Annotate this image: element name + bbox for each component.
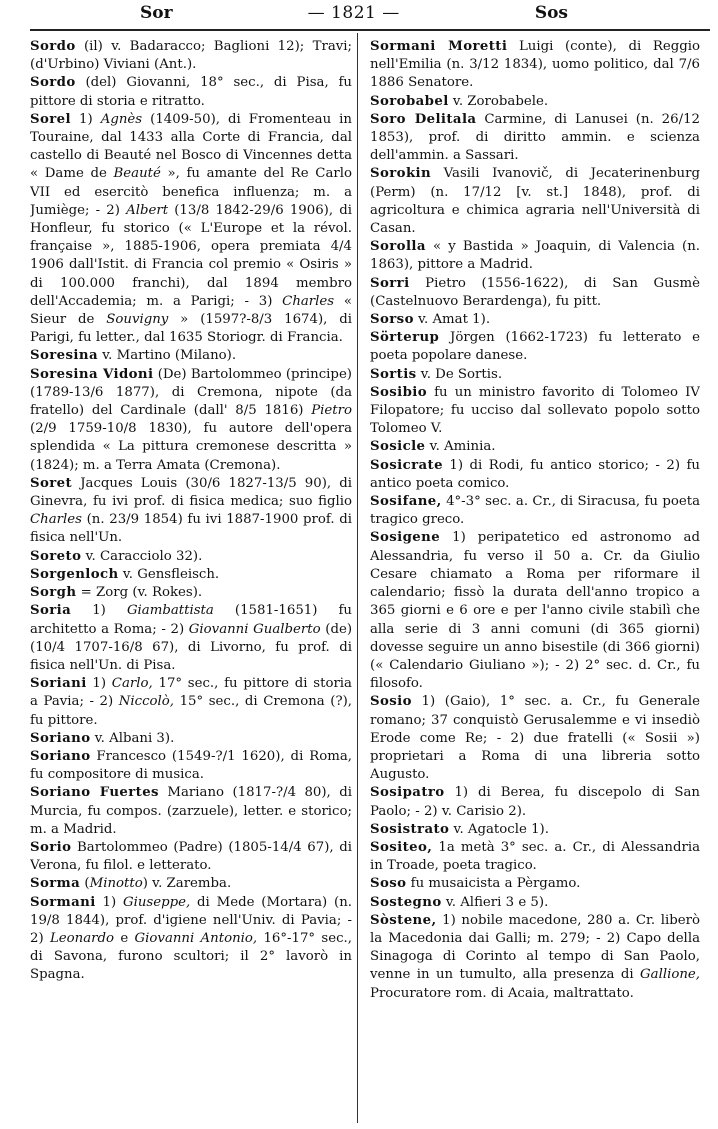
entry-text: (De) Bartolommeo (principe) (1789-13/6 1877), di Cremona, nipote (da fratello) del Cardinale (dall' 8/5 1816) [30,366,352,419]
entry-text: v. Gensfleisch. [118,566,220,582]
entry-text: v. Amat 1). [413,312,491,328]
entry-headword: Sorokin [370,166,432,182]
entry-headword: Sorio [30,839,72,855]
entry-text: v. Agatocle 1). [449,821,549,837]
entry-text: e [114,930,135,946]
entry-text: Jörgen (1662-1723) fu letterato e poeta popolare danese. [370,330,700,364]
dictionary-entry [30,602,352,675]
entry-headword: Sosistrato [370,821,450,837]
entry-text: v. Albani 3). [90,730,175,746]
dictionary-entry [30,74,352,110]
entry-text: « y Bastida » Joaquin, di Valencia (n. 1863), pittore a Madrid. [370,239,700,273]
dictionary-entry [370,821,700,839]
entry-text: Giambattista [126,603,214,619]
entry-text: (2/9 1759-10/8 1830), fu autore dell'opera splendida « La pittura cremonese descritta » (1824); m. a Terra Amata (Cremona). [30,421,352,473]
dictionary-entry [370,875,700,893]
entry-headword: Soreto [30,548,82,564]
dictionary-entry [370,912,700,1003]
entry-headword: Soriano Fuertes [30,785,159,801]
entry-text: Minotto [89,876,143,892]
dictionary-entry [370,329,700,365]
entry-headword: Sosio [370,694,412,710]
dictionary-entry [370,275,700,311]
page-number: — 1821 — [307,3,400,23]
entry-headword: Sorgenloch [30,566,119,582]
dictionary-entry [370,493,700,529]
entry-text: Albert [126,202,169,218]
dictionary-entry [30,548,352,566]
dictionary-entry [30,475,352,548]
entry-text: Francesco (1549-?/1 1620), di Roma, fu compositore di musica. [30,748,352,783]
entry-text: Charles [30,512,82,528]
entry-text: 16°-17° sec., di Savona, furono scultori; il 2° lavorò in Spagna. [30,930,352,983]
entry-text: fu musaicista a Pèrgamo. [406,876,581,892]
entry-text: Charles [282,293,335,309]
entry-text: v. Caracciolo 32). [81,548,203,564]
entry-text: 1) peripatetico ed astronomo ad Alessandria, fu verso il 50 a. Cr. da Giulio Cesare chiamato a Roma per riformare il calendario; fissò la durata dell'anno tropico a 365 giorni e 6 ore e per l'anno civile stabilì che alla serie di 3 anni comuni (di 365 giorni) dovesse seguire un anno bisestile (di 366 giorni) (« Calendario Giuliano »); - 2) 2° sec. d. Cr., fu filosofo. [370,530,700,692]
column-divider [357,33,358,1123]
entry-headword: Soriano [30,730,91,746]
entry-text: v. Zorobabele. [448,93,549,109]
entry-text: ) v. Zaremba. [142,876,232,892]
right-column [370,38,700,1125]
header-rule [30,29,710,31]
entry-text: Mariano (1817-?/4 80), di Murcia, fu compos. (zarzuele), letter. e storico; m. a Madrid. [30,785,352,837]
entry-text: ( [80,876,90,892]
entry-text: 1) [71,111,101,127]
dictionary-entry [370,366,700,384]
dictionary-entry [370,238,700,274]
dictionary-entry [30,894,352,985]
entry-text: 1a metà 3° sec. a. Cr., di Alessandria in Troade, poeta tragico. [370,839,700,874]
entry-text: fu un ministro favorito di Tolomeo IV Filopatore; fu ucciso dal sollevato popolo sotto Tolomeo V. [370,384,700,437]
entry-text: (13/8 1842-29/6 1906), di Honfleur, fu storico (« L'Europe et la révol. française », 1885-1906, opera premiata 4/4 1906 dall'Istit. di Francia col premio « Osiris » di 100.000 franchi), dal 1894 membro dell'Accademia; m. a Parigi; - 3) [30,202,352,309]
dictionary-entry [370,93,700,111]
entry-text: 4°-3° sec. a. Cr., di Siracusa, fu poeta tragico greco. [370,494,700,528]
entry-text: Agnès [100,111,143,127]
entry-text: Procuratore rom. di Acaia, maltrattato. [370,985,634,1001]
entry-headword: Sörterup [370,330,440,346]
entry-headword: Sosibio [370,384,428,400]
dictionary-entry [30,347,352,365]
entry-text: Gallione, [640,967,700,983]
dictionary-entry [370,457,700,493]
entry-headword: Sorma [30,876,81,892]
entry-text: Pietro (1556-1622), di San Gusmè (Castelnuovo Berardenga), fu pitt. [370,275,700,309]
entry-text: (il) v. Badaracco; Baglioni 12); Travi; (d'Urbino) Viviani (Ant.). [30,39,352,73]
entry-headword: Sorobabel [370,93,449,109]
entry-text: 15° sec., di Cremona (?), fu pittore. [30,694,352,728]
entry-text: = Zorg (v. Rokes). [76,585,203,601]
entry-text: Carmine, di Lanusei (n. 26/12 1853), prof. di diritto ammin. e scienza dell'ammin. a Sassari. [370,111,700,164]
entry-text: 17° sec., fu pittore di storia a Pavia; - 2) [30,676,352,710]
dictionary-entry [30,839,352,875]
dictionary-entry [370,384,700,439]
entry-headword: Sosicrate [370,457,443,473]
dictionary-entry [370,784,700,820]
entry-text: Luigi (conte), di Reggio nell'Emilia (n. 3/12 1834), uomo politico, dal 7/6 1886 Senatore. [370,39,700,91]
entry-text: 1) di Berea, fu discepolo di San Paolo; - 2) v. Carisio 2). [370,785,700,819]
entry-headword: Sorso [370,312,414,328]
dictionary-entry [370,693,700,784]
dictionary-entry [30,584,352,602]
entry-text: di Mede (Mortara) (n. 19/8 1844), prof. d'igiene nell'Univ. di Pavia; - 2) [30,894,352,946]
entry-text: Giovanni Antonio, [134,930,258,946]
dictionary-entry [30,566,352,584]
entry-text: 1) [71,603,127,619]
entry-text: v. De Sortis. [416,366,503,382]
entry-headword: Soret [30,475,73,491]
entry-text: « Sieur de [30,293,352,328]
entry-text: (1581-1651) fu architetto a Roma; - 2) [30,603,352,637]
entry-text: Giuseppe, [122,894,191,910]
header-left-guideword: Sor [140,3,173,23]
entry-headword: Sositeo, [370,839,433,855]
entry-headword: Sorgh [30,585,77,601]
dictionary-entry [370,839,700,875]
entry-text: (n. 23/9 1854) fu ivi 1887-1900 prof. di fisica nell'Un. [30,512,352,546]
entry-headword: Sorri [370,275,410,291]
entry-text: 1) [86,676,112,692]
left-column [30,38,352,1125]
dictionary-entry [370,894,700,912]
entry-headword: Sordo [30,39,76,54]
entry-headword: Soresina Vidoni [30,366,154,382]
entry-text: Vasili Ivanovič, di Jecaterinenburg (Perm) (n. 17/12 [v. st.] 1848), prof. di agricoltura e chimica agraria nell'Università di Casan. [370,166,700,237]
entry-text: Giovanni Gualberto [188,621,321,637]
page-header [0,0,718,26]
dictionary-entry [370,311,700,329]
entry-headword: Sorel [30,111,71,127]
entry-headword: Soriano [30,748,91,764]
entry-text: Niccolò, [118,694,175,710]
dictionary-entry [370,111,700,166]
entry-headword: Sosicle [370,439,426,455]
entry-text: (del) Giovanni, 18° sec., di Pisa, fu pittore di storia e ritratto. [30,75,352,109]
entry-headword: Sormani Moretti [370,39,508,54]
entry-text: 1) di Rodi, fu antico storico; - 2) fu antico poeta comico. [370,457,700,491]
dictionary-entry [30,875,352,893]
entry-headword: Soria [30,603,72,619]
entry-headword: Soresina [30,348,98,364]
entry-headword: Sosifane, [370,494,442,510]
header-right-guideword: Sos [534,3,568,23]
dictionary-entry [370,438,700,456]
entry-text: Souvigny [106,312,169,328]
entry-text: (de) (10/4 1707-16/8 67), di Livorno, fu prof. di fisica nell'Un. di Pisa. [30,621,352,673]
entry-text: v. Aminia. [425,439,496,455]
dictionary-entry [370,38,700,93]
entry-text: », fu amante del Re Carlo VII ed esercitò benefica influenza; m. a Jumiège; - 2) [30,166,352,218]
entry-headword: Sostegno [370,894,442,910]
entry-text: Jacques Louis (30/6 1827-13/5 90), di Ginevra, fu ivi prof. di fisica medica; suo figlio [30,475,352,510]
entry-text: » (1597?-8/3 1674), di Parigi, fu letter., dal 1635 Storiogr. di Francia. [30,312,352,346]
entry-headword: Sordo [30,75,76,91]
dictionary-entry [30,784,352,839]
entry-headword: Sorolla [370,239,426,255]
dictionary-entry [30,38,352,74]
dictionary-entry [30,675,352,730]
dictionary-entry [30,111,352,348]
entry-headword: Soriani [30,676,87,692]
entry-headword: Sosigene [370,530,441,546]
entry-text: 1) [95,894,123,910]
entry-text: v. Alfieri 3 e 5). [441,894,549,910]
dictionary-entry [30,730,352,748]
entry-headword: Sortis [370,366,417,382]
entry-headword: Sormani [30,894,96,910]
entry-headword: Soso [370,876,407,892]
entry-text: 1) nobile macedone, 280 a. Cr. liberò la Macedonia dai Galli; m. 279; - 2) Capo della Sinagoga di Corinto al tempo di San Paolo, venne in un tumulto, alla presenza di [370,912,700,983]
entry-text: v. Martino (Milano). [97,348,237,364]
entry-headword: Soro Delitala [370,111,477,127]
entry-text: Pietro [311,403,352,419]
entry-text: Beauté [113,166,161,182]
dictionary-entry [30,748,352,784]
entry-text: Leonardo [49,930,115,946]
dictionary-entry [370,529,700,693]
entry-text: Bartolommeo (Padre) (1805-14/4 67), di Verona, fu filol. e letterato. [30,839,352,874]
entry-text: 1) (Gaio), 1° sec. a. Cr., fu Generale romano; 37 conquistò Gerusalemme e vi insediò Erode come Re; - 2) due fratelli (« Sosii ») proprietari a Roma di una libreria sotto Augusto. [370,694,700,783]
entry-headword: Sòstene, [370,912,437,928]
dictionary-entry [30,366,352,475]
entry-text: (1409-50), di Fromenteau in Touraine, dal 1433 alla Corte di Francia, dal castello di Beauté nel Bosco di Vincennes detta « Dame de [30,111,352,182]
entry-text: Carlo, [111,676,153,692]
entry-headword: Sosipatro [370,785,445,801]
dictionary-entry [370,165,700,238]
